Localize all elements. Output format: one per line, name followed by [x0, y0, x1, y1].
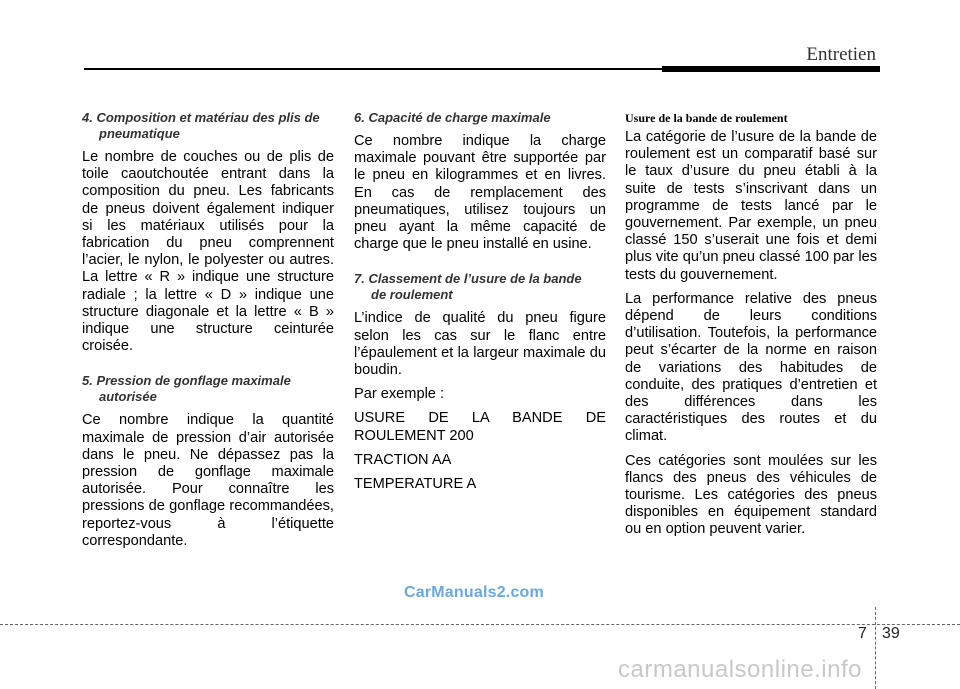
heading-ply-composition-line1: 4. Composition et matériau des plis de — [82, 110, 320, 125]
footer-dashed-divider — [875, 607, 876, 689]
paragraph-treadwear-2: La performance relative des pneus dépend de leurs conditions d’utilisation. Toutefois, la performance peut s’écarter de la norme en raison de variations des habitudes de conduite, des pratiques d’entretien et des différences dans les caractéristiques des routes et du climat. — [625, 290, 877, 445]
heading-treadwear-grade-line1: 7. Classement de l’usure de la bande — [354, 271, 582, 287]
heading-treadwear-grade — [354, 271, 606, 303]
paragraph-max-load: Ce nombre indique la charge maximale pouvant être supportée par le pneu en kilogrammes et en livres. En cas de remplacement des pneumatiques, utilisez toujours un pneu ayant la même capacité de charge que le pneu installé en usine. — [354, 133, 606, 253]
example-line-traction: TRACTION AA — [354, 451, 452, 468]
section-title: Entretien — [806, 44, 876, 65]
paragraph-ply-composition: Le nombre de couches ou de plis de toile caoutchoutée entrant dans la composition du pneu. Les fabricants de pneus doivent également indiquer si les matériaux utilisés pour la fabrication du pneu comprennent l’acier, le nylon, le polyester ou autres. La lettre « R » indique une structure radiale ; la lettre « D » indique une structure diagonale et la lettre « B » indique une structure ceinturée croisée. — [82, 149, 334, 355]
column-1 — [82, 110, 334, 550]
header-rule — [84, 68, 662, 70]
paragraph-treadwear-1: La catégorie de l’usure de la bande de roulement est un comparatif basé sur le taux d’usure du pneu établi à la suite de tests s’inscrivant dans un programme de tests lancé par le gouvernement. Par exemple, un pneu classé 150 s’userait une fois et demi plus vite qu’un pneu classé 100 par les tests du gouvernement. — [625, 129, 877, 283]
header-bar — [662, 66, 880, 72]
example-line-treadwear: USURE DE LA BANDE DE ROULEMENT 200 — [354, 410, 606, 444]
heading-ply-composition — [82, 110, 334, 142]
heading-ply-composition-line2: pneumatique — [99, 126, 180, 141]
paragraph-treadwear-3: Ces catégories sont moulées sur les flancs des pneus des véhicules de tourisme. Les catégories des pneus disponibles en équipement standard ou en option peuvent varier. — [625, 452, 877, 538]
heading-max-load: 6. Capacité de charge maximale — [354, 110, 551, 125]
heading-max-pressure-line1: 5. Pression de gonflage maximale — [82, 373, 291, 389]
footer-dashed-rule — [0, 624, 960, 625]
example-intro: Par exemple : — [354, 386, 445, 403]
heading-max-pressure — [82, 373, 334, 405]
paragraph-treadwear-grade: L’indice de qualité du pneu figure selon les cas sur le flanc entre l’épaulement et la largeur maximale du boudin. — [354, 310, 606, 379]
paragraph-max-pressure: Ce nombre indique la quantité maximale de pression d’air autorisée dans le pneu. Ne dépassez pas la pression de gonflage maximale autorisée. Pour connaître les pressions de gonflage recommandées, reportez-vous à l’étiquette correspondante. — [82, 412, 334, 549]
watermark-footer: carmanualsonline.info — [618, 656, 862, 683]
heading-max-pressure-line2: autorisée — [99, 389, 157, 405]
page-number: 39 — [882, 625, 900, 642]
heading-treadwear-grade-line2: de roulement — [371, 287, 453, 303]
example-line-temperature: TEMPERATURE A — [354, 476, 477, 493]
heading-treadwear: Usure de la bande de roulement — [625, 111, 788, 125]
watermark-link[interactable]: CarManuals2.com — [404, 584, 544, 601]
column-2 — [354, 110, 606, 493]
column-3 — [625, 111, 877, 539]
section-number: 7 — [858, 625, 867, 642]
